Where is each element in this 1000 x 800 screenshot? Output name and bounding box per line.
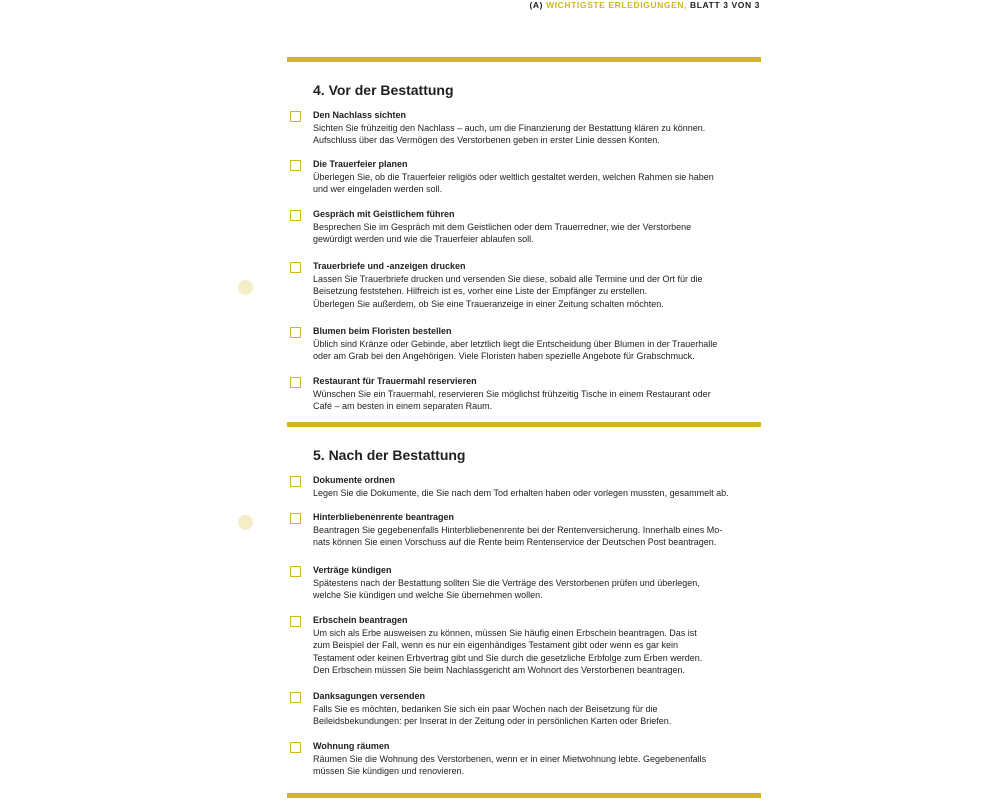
punch-hole [238, 515, 253, 530]
checklist-item [290, 109, 760, 147]
item-title: Trauerbriefe und -anzeigen drucken [313, 261, 466, 271]
punch-hole [238, 280, 253, 295]
checklist-item [290, 325, 760, 363]
checklist-item [290, 740, 760, 778]
checklist-item [290, 260, 760, 310]
item-description: Spätestens nach der Bestattung sollten Sie die Verträge des Verstorbenen prüfen und überlegen, welche Sie kündigen und welche Sie übernehmen wollen. [313, 577, 700, 600]
section-title: 4. Vor der Bestattung [313, 82, 454, 98]
checklist-item [290, 690, 760, 728]
checkbox[interactable] [290, 742, 301, 753]
item-description: Wünschen Sie ein Trauermahl, reservieren Sie möglichst frühzeitig Tische in einem Restaurant oder Café – am besten in einem separaten Raum. [313, 388, 711, 411]
section-divider [287, 422, 761, 427]
checkbox[interactable] [290, 111, 301, 122]
checklist-item [290, 158, 760, 196]
checkbox[interactable] [290, 210, 301, 221]
item-title: Danksagungen versenden [313, 691, 426, 701]
item-description: Sichten Sie frühzeitig den Nachlass – auch, um die Finanzierung der Bestattung klären zu können. Aufschluss über das Vermögen des Verstorbenen geben in erster Linie dessen Konten. [313, 122, 706, 145]
checklist-item [290, 375, 760, 413]
checkbox[interactable] [290, 476, 301, 487]
item-title: Restaurant für Trauermahl reservieren [313, 376, 477, 386]
item-title: Den Nachlass sichten [313, 110, 407, 120]
checkbox[interactable] [290, 377, 301, 388]
checkbox[interactable] [290, 327, 301, 338]
item-description: Üblich sind Kränze oder Gebinde, aber letztlich liegt die Entscheidung über Blumen in der Trauerhalle oder am Grab bei den Angehörigen. Viele Floristen haben spezielle Angebote für Grabschmuck. [313, 338, 718, 361]
section-divider [287, 793, 761, 798]
item-description: Besprechen Sie im Gespräch mit dem Geistlichen oder dem Trauerredner, wie der Verstorbene gewürdigt werden und wie die Trauerfeier ablaufen soll. [313, 221, 692, 244]
page-header [530, 0, 761, 10]
header-page-indicator: BLATT 3 VON 3 [690, 0, 760, 10]
section-divider [287, 57, 761, 62]
checklist-item [290, 564, 760, 602]
item-title: Hinterbliebenenrente beantragen [313, 512, 455, 522]
section-title: 5. Nach der Bestattung [313, 447, 466, 463]
checkbox[interactable] [290, 692, 301, 703]
checklist-item [290, 614, 760, 677]
header-prefix: (A) [529, 0, 544, 10]
item-title: Wohnung räumen [313, 741, 390, 751]
item-description: Lassen Sie Trauerbriefe drucken und versenden Sie diese, sobald alle Termine und der Ort für die Beisetzung feststehen. Hilfreich ist es, vorher eine Liste der Empfänger zu erstellen. Überlegen Sie außerdem, ob Sie eine Traueranzeige in einer Zeitung schalten möchten. [313, 273, 703, 309]
checkbox[interactable] [290, 262, 301, 273]
item-description: Beantragen Sie gegebenenfalls Hinterbliebenenrente bei der Rentenversicherung. Innerhalb eines Mo- nats können Sie einen Vorschuss auf die Rente beim Rentenservice der Deutschen Post beantragen. [313, 524, 723, 547]
item-description: Räumen Sie die Wohnung des Verstorbenen, wenn er in einer Mietwohnung lebte. Gegebenenfalls müssen Sie kündigen und renovieren. [313, 753, 707, 776]
item-title: Erbschein beantragen [313, 615, 408, 625]
checkbox[interactable] [290, 616, 301, 627]
checklist-item [290, 511, 760, 549]
item-description: Um sich als Erbe ausweisen zu können, müssen Sie häufig einen Erbschein beantragen. Das ist zum Beispiel der Fall, wenn es nur ein eigenhändiges Testament gibt oder wenn es gar kein Testament oder keinen Erbvertrag gibt und Sie durch die gesetzliche Erbfolge zum Erben werden. Den Erbschein müssen Sie beim Nachlassgericht am Wohnort des Verstorbenen beantragen. [313, 627, 703, 675]
item-title: Verträge kündigen [313, 565, 392, 575]
item-title: Blumen beim Floristen bestellen [313, 326, 452, 336]
checklist-item [290, 208, 760, 246]
item-description: Legen Sie die Dokumente, die Sie nach dem Tod erhalten haben oder vorlegen mussten, gesammelt ab. [313, 487, 729, 498]
item-title: Die Trauerfeier planen [313, 159, 408, 169]
checkbox[interactable] [290, 513, 301, 524]
checkbox[interactable] [290, 160, 301, 171]
item-description: Überlegen Sie, ob die Trauerfeier religiös oder weltlich gestaltet werden, welchen Rahmen sie haben und wer eingeladen werden soll. [313, 171, 714, 194]
item-description: Falls Sie es möchten, bedanken Sie sich ein paar Wochen nach der Beisetzung für die Beileidsbekundungen: per Inserat in der Zeitung oder in persönlichen Karten oder Briefen. [313, 703, 672, 726]
item-title: Dokumente ordnen [313, 475, 396, 485]
header-highlight: WICHTIGSTE ERLEDIGUNGEN, [546, 0, 688, 10]
checkbox[interactable] [290, 566, 301, 577]
item-title: Gespräch mit Geistlichem führen [313, 209, 455, 219]
checklist-item [290, 474, 760, 499]
